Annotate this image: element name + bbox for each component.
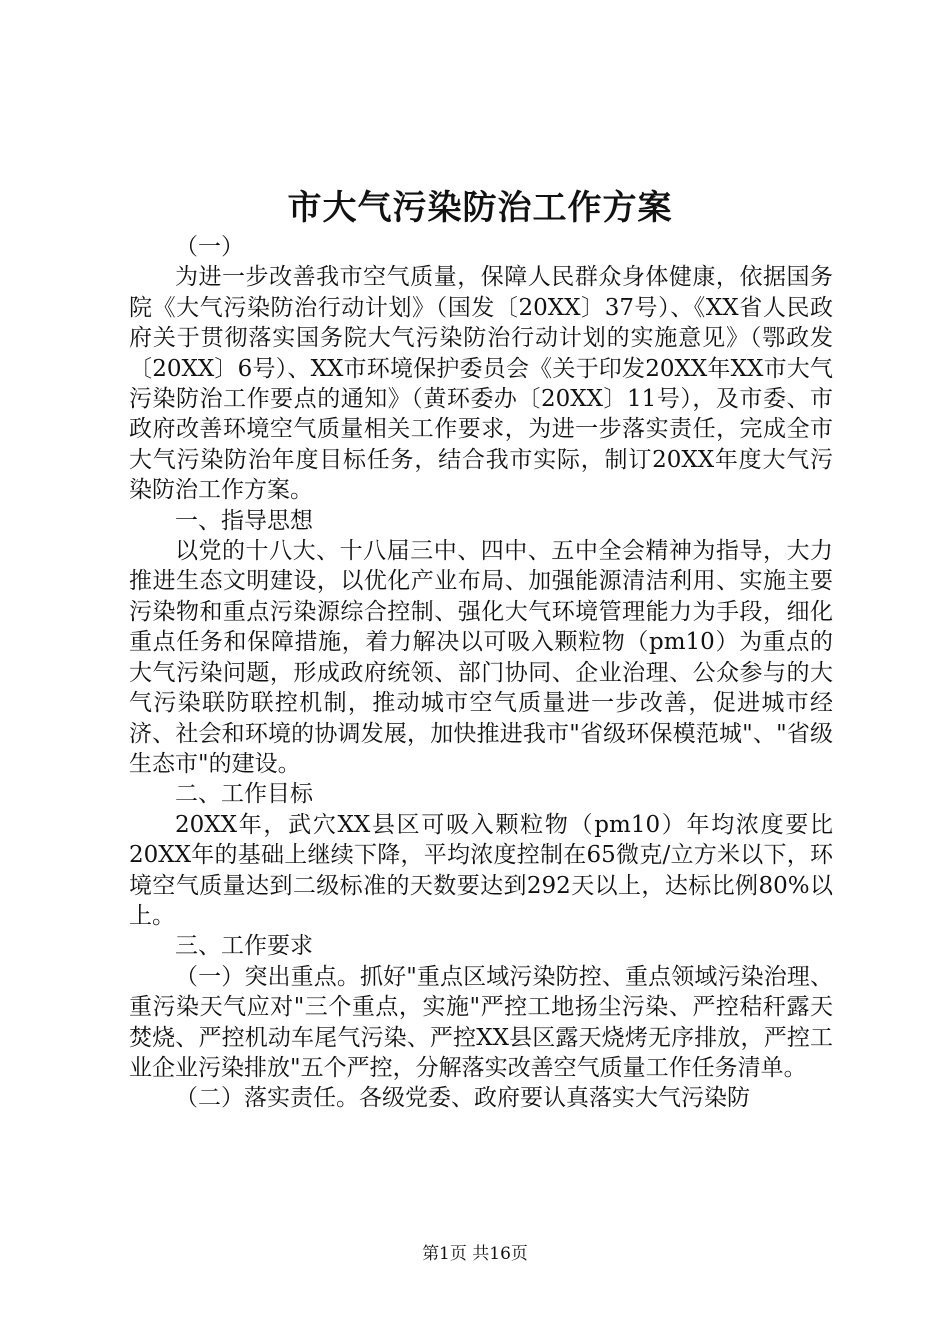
document-title: 市大气污染防治工作方案 bbox=[287, 188, 673, 228]
heading-guiding-ideology: 一、指导思想 bbox=[175, 507, 313, 534]
document-body bbox=[129, 232, 833, 1114]
paragraph-work-goals: 20XX年，武穴XX县区可吸入颗粒物（pm10）年均浓度要比20XX年的基础上继续下降，平均浓度控制在65微克/立方米以下，环境空气质量达到二级标准的天数要达到292天以上，达标比例80%以上。 bbox=[129, 811, 833, 929]
paragraph-intro: 为进一步改善我市空气质量，保障人民群众身体健康，依据国务院《大气污染防治行动计划》（国发〔20XX〕37号）、《XX省人民政府关于贯彻落实国务院大气污染防治行动计划的实施意见》（鄂政发〔20XX〕6号）、XX市环境保护委员会《关于印发20XX年XX市大气污染防治工作要点的通知》（黄环委办〔20XX〕11号），及市委、市政府改善环境空气质量相关工作要求，为进一步落实责任，完成全市大气污染防治年度目标任务，结合我市实际，制订20XX年度大气污染防治工作方案。 bbox=[129, 264, 833, 504]
paragraph-guiding-ideology: 以党的十八大、十八届三中、四中、五中全会精神为指导，大力推进生态文明建设，以优化产业布局、加强能源清洁利用、实施主要污染物和重点污染源综合控制、强化大气环境管理能力为手段，细化重点任务和保障措施，着力解决以可吸入颗粒物（pm10）为重点的大气污染问题，形成政府统领、部门协同、企业治理、公众参与的大气污染联防联控机制，推动城市空气质量进一步改善，促进城市经济、社会和环境的协调发展，加快推进我市"省级环保模范城"、"省级生态市"的建设。 bbox=[129, 538, 833, 777]
paragraph-focus-points: （一）突出重点。抓好"重点区域污染防控、重点领域污染治理、重污染天气应对"三个重点，实施"严控工地扬尘污染、严控秸秆露天焚烧、严控机动车尾气污染、严控XX县区露天烧烤无序排放，严控工业企业污染排放"五个严控，分解落实改善空气质量工作任务清单。 bbox=[129, 963, 833, 1081]
paragraph-responsibility: （二）落实责任。各级党委、政府要认真落实大气污染防 bbox=[175, 1085, 750, 1112]
heading-work-goals: 二、工作目标 bbox=[175, 781, 313, 808]
heading-work-requirements: 三、工作要求 bbox=[175, 933, 313, 960]
paragraph-section-marker: （一） bbox=[175, 234, 244, 260]
page-number: 第1页 共16页 bbox=[422, 1244, 528, 1264]
